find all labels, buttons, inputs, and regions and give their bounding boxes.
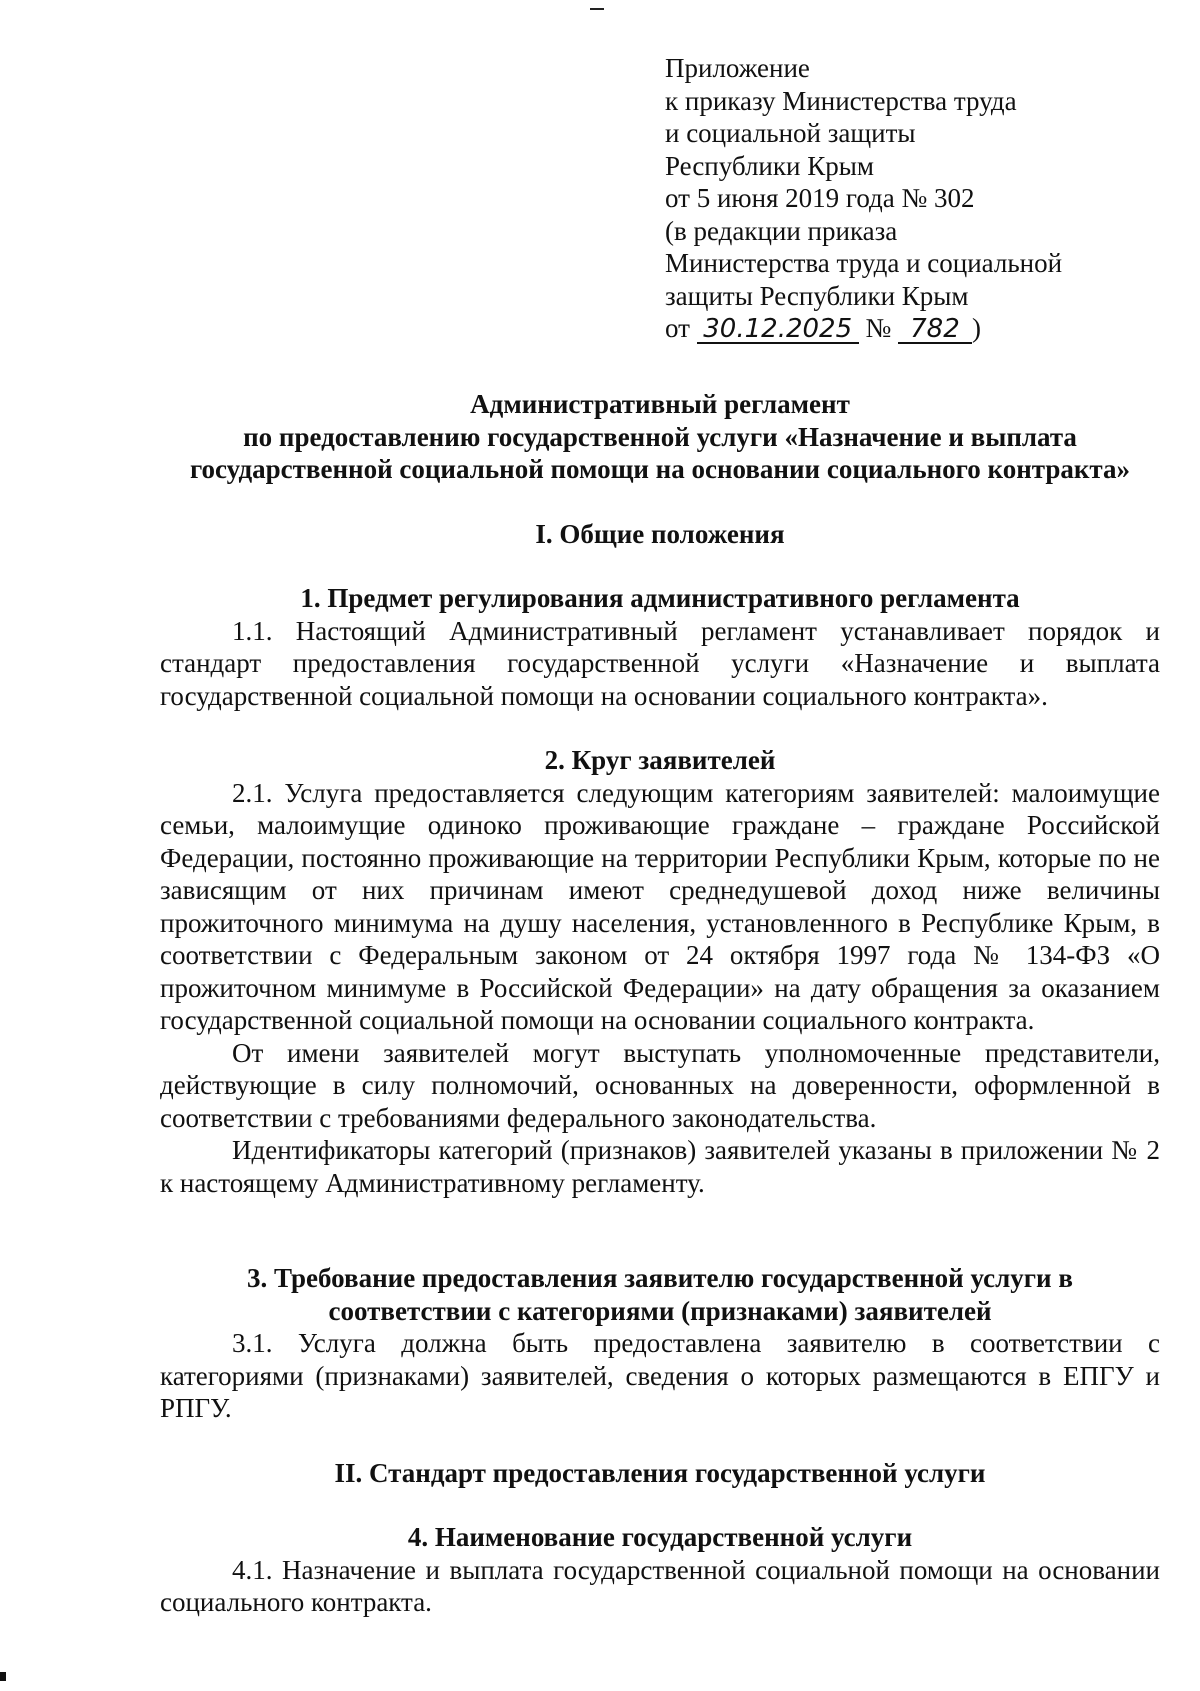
appendix-line: от 5 июня 2019 года № 302: [665, 183, 975, 213]
appendix-revision-line: [665, 312, 1185, 345]
section-1: [160, 518, 1160, 551]
number-sign: №: [865, 313, 892, 343]
subsection-3: [160, 1262, 1160, 1425]
paragraph: Идентификаторы категорий (признаков) заявителей указаны в приложении № 2 к настоящему Административному регламенту.: [160, 1135, 1160, 1198]
subsection-heading: 2. Круг заявителей: [544, 745, 776, 775]
title-line: Административный регламент: [470, 389, 850, 419]
title-line: по предоставлению государственной услуги «Назначение и выплата: [243, 421, 1077, 452]
subsection-heading: 4. Наименование государственной услуги: [407, 1522, 913, 1552]
appendix-line: (в редакции приказа: [665, 215, 898, 246]
handwritten-number: 782: [898, 316, 972, 344]
subsection-heading: 3. Требование предоставления заявителю государственной услуги в: [247, 1263, 1073, 1293]
paragraph: 1.1. Настоящий Административный регламент устанавливает порядок и стандарт предоставления государственной услуги «Назначение и выплата государственной социальной помощи на основании социального контракта».: [160, 615, 1160, 711]
subsection-2: [160, 744, 1160, 1199]
scan-mark: [0, 1672, 6, 1681]
paragraph: 2.1. Услуга предоставляется следующим категориям заявителей: малоимущие семьи, малоимущие одиноко проживающие граждане – граждане Российской Федерации, постоянно проживающие на территории Республики Крым, которые по не зависящим от них причинам имеют среднедушевой доход ниже величины прожиточного минимума на душу населения, установленного в Республике Крым, в соответствии с Федеральным законом от 24 октября 1997 года № 134-ФЗ «О прожиточном минимуме в Российской Федерации» на дату обращения за оказанием государственной социальной помощи на основании социального контракта.: [160, 777, 1160, 1035]
section-2: [160, 1457, 1160, 1490]
appendix-line: Республики Крым: [665, 150, 874, 181]
appendix-line: Приложение: [665, 53, 810, 83]
paragraph: От имени заявителей могут выступать уполномоченные представители, действующие в силу полномочий, основанных на доверенности, оформленной в соответствии с требованиями федерального законодательства.: [160, 1037, 1160, 1133]
subsection-4: [160, 1521, 1160, 1619]
appendix-line: и социальной защиты: [665, 118, 916, 148]
appendix-line: защиты Республики Крым: [665, 280, 969, 311]
closing-paren: ): [971, 313, 981, 343]
section-heading: II. Стандарт предоставления государственной услуги: [334, 1458, 986, 1488]
appendix-stamp: [665, 52, 1185, 345]
document-title: [160, 388, 1160, 486]
title-line: государственной социальной помощи на основании социального контракта»: [189, 454, 1131, 484]
paragraph: 4.1. Назначение и выплата государственной социальной помощи на основании социального контракта.: [160, 1554, 1160, 1617]
scan-mark: [590, 8, 604, 10]
handwritten-date: 30.12.2025: [697, 316, 859, 344]
appendix-line: Министерства труда и социальной: [665, 248, 1063, 278]
subsection-1: [160, 582, 1160, 712]
subsection-heading: 1. Предмет регулирования административного регламента: [300, 583, 1020, 613]
appendix-line: к приказу Министерства труда: [665, 85, 1017, 116]
subsection-heading: соответствии с категориями (признаками) заявителей: [328, 1295, 992, 1326]
section-heading: I. Общие положения: [535, 519, 785, 549]
revision-from-label: от: [665, 313, 690, 343]
paragraph: 3.1. Услуга должна быть предоставлена заявителю в соответствии с категориями (признаками) заявителей, сведения о которых размещаются в ЕПГУ и РПГУ.: [160, 1328, 1160, 1423]
